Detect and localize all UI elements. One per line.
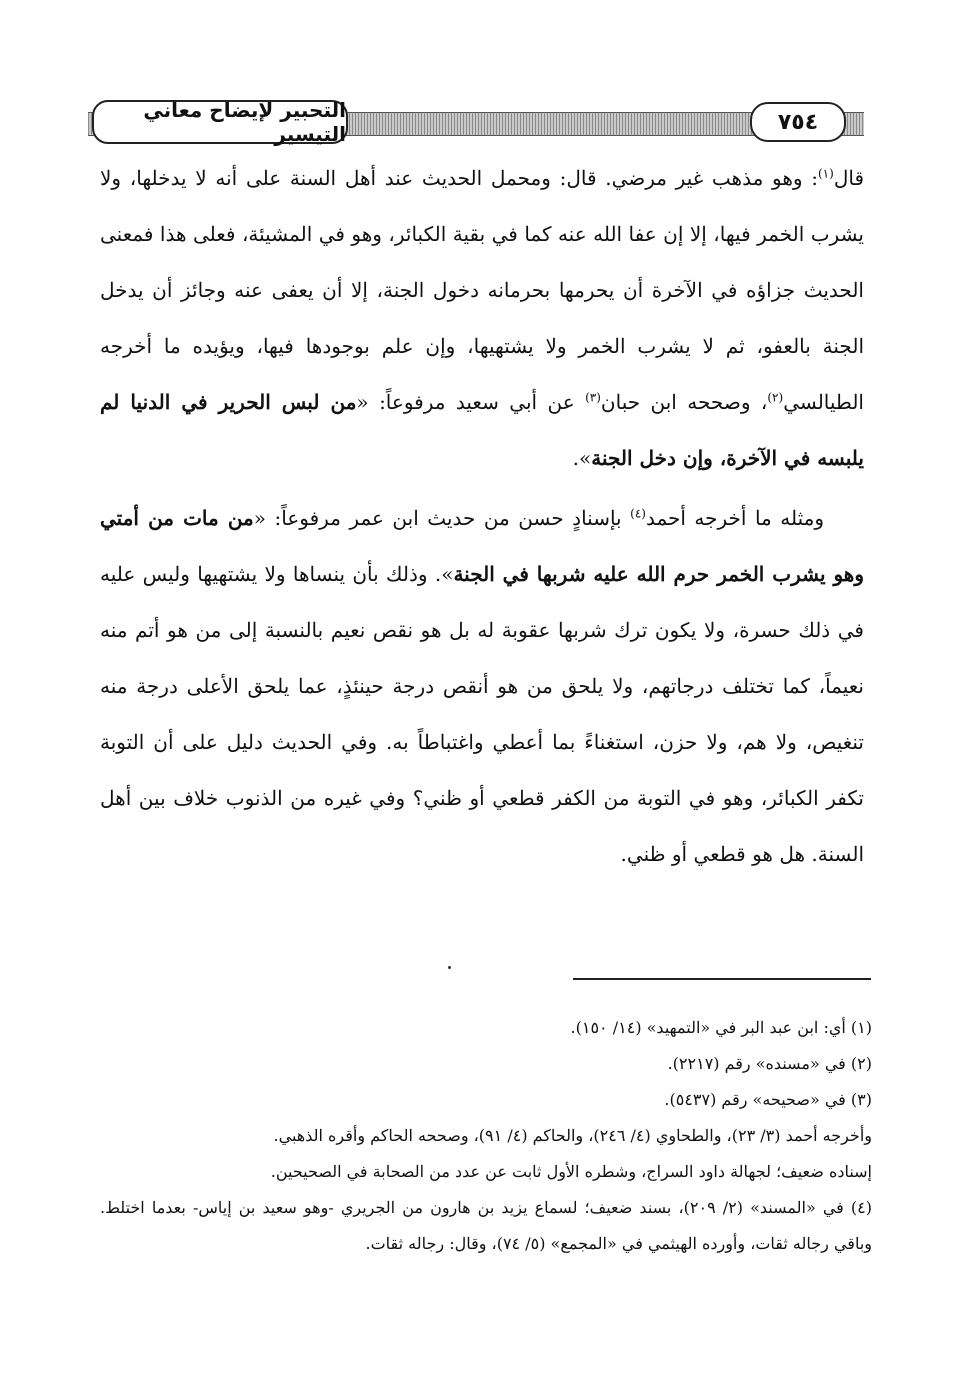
footnote-4: (٤) في «المسند» (٢/ ٢٠٩)، بسند ضعيف؛ لسماع يزيد بن هارون من الجريري -وهو سعيد بن إياس- بعدما اختلط. وباقي رجاله ثقات، وأورده الهيثمي في «المجمع» (٥/ ٧٤)، وقال: رجاله ثقات. — [100, 1198, 873, 1253]
footnote-ref-1: (١) — [817, 166, 834, 181]
hadith-quote-2: من مات من أمتي وهو يشرب الخمر حرم الله عليه شربها في الجنة — [100, 506, 864, 586]
text-run: ». — [572, 446, 592, 470]
text-run: قال — [833, 166, 864, 190]
text-run: ومثله ما أخرجه أحمد — [645, 506, 825, 530]
footnote-ref-4: (٤) — [630, 506, 646, 521]
text-run: بإسنادٍ حسن من حديث ابن عمر مرفوعاً: « — [253, 506, 631, 530]
footnote-3-continued-a: وأخرجه أحمد (٣/ ٢٣)، والطحاوي (٤/ ٢٤٦)، والحاكم (٤/ ٩١)، وصححه الحاكم وأقره الذهبي. — [273, 1126, 872, 1145]
footnote-separator — [573, 978, 871, 980]
hadith-quote-1: من لبس الحرير في الدنيا لم يلبسه في الآخرة، وإن دخل الجنة — [100, 390, 864, 470]
footnote-3-continued-b: إسناده ضعيف؛ لجهالة داود السراج، وشطره الأول ثابت عن عدد من الصحابة في الصحيحين. — [270, 1162, 872, 1181]
text-run: ، وصححه ابن حبان — [600, 390, 768, 414]
footnote-2: (٢) في «مسنده» رقم (٢٢١٧). — [667, 1054, 872, 1073]
book-title: التحبير لإيضاح معاني التيسير — [92, 100, 348, 144]
footnote-ref-3: (٣) — [585, 390, 601, 405]
page-number: ٧٥٤ — [750, 102, 846, 142]
footnotes — [100, 1010, 872, 1262]
footnote-3: (٣) في «صحيحه» رقم (٥٤٣٧). — [664, 1090, 872, 1109]
text-run: عن أبي سعيد مرفوعاً: « — [356, 390, 586, 414]
text-run: : وهو مذهب غير مرضي. قال: ومحمل الحديث عند أهل السنة على أنه لا يدخلها، ولا يشرب الخمر فيها، إلا إن عفا الله عنه كما في بقية الكبائر، وهو في المشيئة، فعلى هذا فمعنى الحديث جزاؤه في الآخرة أن يحرمها بحرمانه دخول الجنة، إلا أن يعفى عنه وجائز أن يدخل الجنة بالعفو، ثم لا يشرب الخمر ولا يشتهيها، وإن علم بوجودها فيها، ويؤيده ما أخرجه الطيالسي — [100, 166, 864, 414]
footnote-ref-2: (٢) — [767, 390, 784, 405]
page-header — [88, 96, 864, 152]
text-run: ». وذلك بأن ينساها ولا يشتهيها وليس عليه في ذلك حسرة، ولا يكون ترك شربها عقوبة له بل هو نقص نعيم بالنسبة إلى من هو أتم منه نعيماً، كما تختلف درجاتهم، ولا يلحق من هو أنقص درجة حينئذٍ، عما يلحق الأعلى درجة منه تنغيص، ولا هم، ولا حزن، استغناءً بما أعطي واغتباطاً به. وفي الحديث دليل على أن التوبة تكفر الكبائر، وهو في التوبة من الكفر قطعي أو ظني؟ وفي غيره من الذنوب خلاف بين أهل السنة. هل هو قطعي أو ظني. — [100, 562, 864, 866]
paragraph-1 — [100, 150, 864, 486]
footnote-1: (١) أي: ابن عبد البر في «التمهيد» (١٤/ ١٥٠). — [570, 1018, 872, 1037]
speck — [448, 966, 451, 969]
paragraph-2 — [100, 490, 864, 882]
main-text — [100, 150, 864, 882]
